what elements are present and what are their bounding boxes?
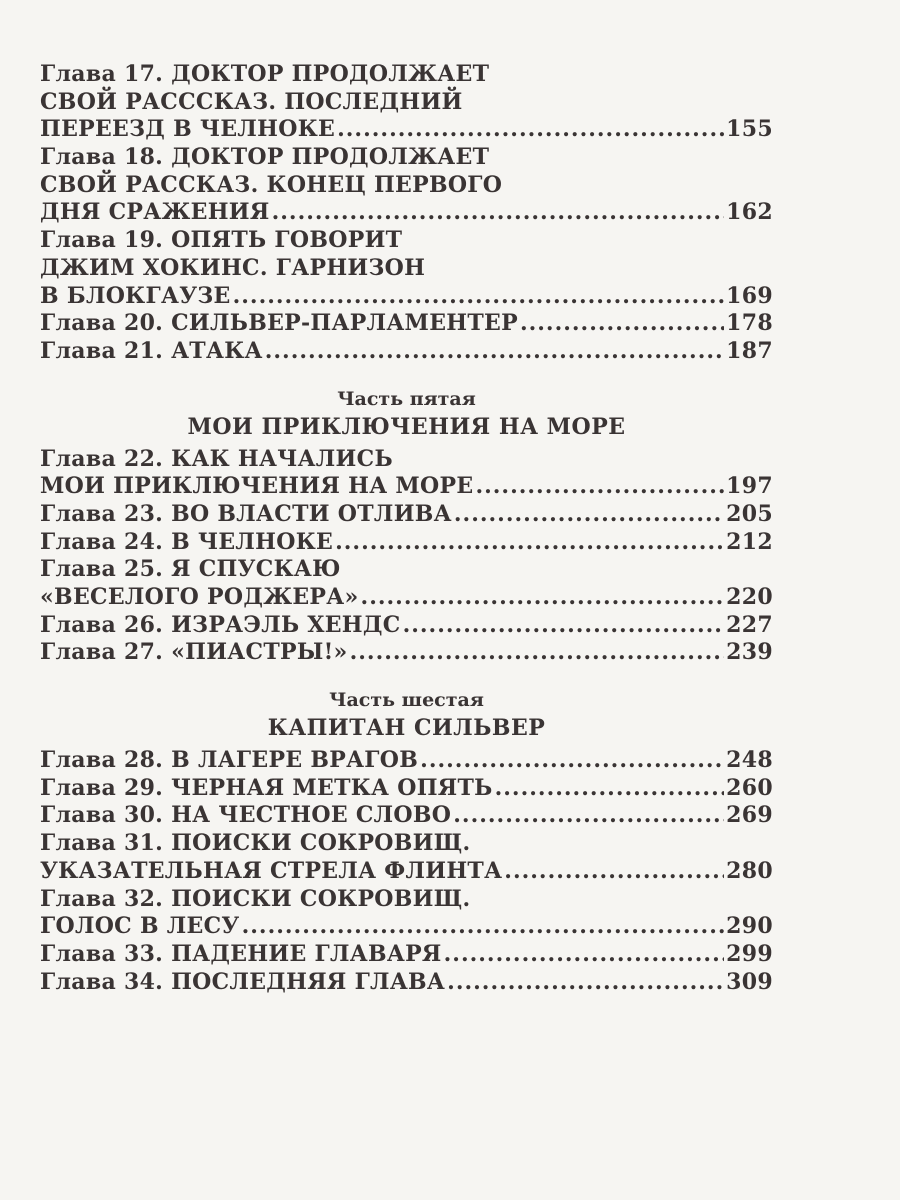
page-number: 162 <box>726 199 773 226</box>
dot-leader <box>447 969 724 997</box>
toc-entry <box>40 639 773 667</box>
dot-leader <box>444 941 725 969</box>
dot-leader <box>233 283 725 311</box>
toc-entry <box>40 338 773 366</box>
chapter-title-text: Глава 24. В ЧЕЛНОКЕ <box>40 528 334 555</box>
toc-entry-line <box>40 255 773 283</box>
chapter-title-text: Глава 28. В ЛАГЕРЕ ВРАГОВ <box>40 747 419 774</box>
chapter-title-text: Глава 30. НА ЧЕСТНОЕ СЛОВО <box>40 802 452 829</box>
chapter-title-text: «ВЕСЕЛОГО РОДЖЕРА» <box>40 584 359 610</box>
table-of-contents <box>40 61 773 996</box>
toc-entry-line <box>40 473 773 501</box>
toc-entry <box>40 446 773 501</box>
page-number: 239 <box>726 639 773 666</box>
dot-leader <box>403 612 725 640</box>
chapter-title-text: В БЛОКГАУЗЕ <box>40 282 231 309</box>
chapter-title-text: Глава 23. ВО ВЛАСТИ ОТЛИВА <box>40 500 452 527</box>
part-title: Часть шестая <box>329 689 484 712</box>
page-number: 212 <box>726 528 773 555</box>
part-heading: МОИ ПРИКЛЮЧЕНИЯ НА МОРЕ <box>187 413 626 440</box>
dot-leader <box>520 310 724 338</box>
toc-entry-line <box>40 172 773 200</box>
toc-entry <box>40 227 773 310</box>
dot-leader <box>335 529 724 557</box>
chapter-title-text: Глава 27. «ПИАСТРЫ!» <box>40 639 348 666</box>
toc-entry <box>40 556 773 611</box>
page-number: 227 <box>726 611 773 638</box>
toc-entry-line <box>40 89 773 117</box>
part-heading: КАПИТАН СИЛЬВЕР <box>267 715 546 742</box>
chapter-title-text: Глава 25. Я СПУСКАЮ <box>40 556 341 583</box>
toc-entry <box>40 775 773 803</box>
page-number: 269 <box>726 802 773 829</box>
toc-entry-line <box>40 227 773 255</box>
toc-entry-line <box>40 612 773 640</box>
part-title: Часть пятая <box>337 387 476 410</box>
toc-entry-line <box>40 913 773 941</box>
chapter-title-text: Глава 34. ПОСЛЕДНЯЯ ГЛАВА <box>40 968 446 995</box>
toc-section <box>40 61 773 366</box>
toc-entry-line <box>40 283 773 311</box>
toc-entry-line <box>40 830 773 858</box>
toc-section <box>40 687 773 996</box>
chapter-title-text: ГОЛОС В ЛЕСУ <box>40 913 240 940</box>
page-number: 299 <box>726 940 773 967</box>
page-number: 169 <box>726 282 773 309</box>
toc-entry-line <box>40 941 773 969</box>
chapter-title-text: Глава 29. ЧЕРНАЯ МЕТКА ОПЯТЬ <box>40 774 493 801</box>
toc-entry <box>40 747 773 775</box>
toc-entry-line <box>40 529 773 557</box>
toc-entry <box>40 529 773 557</box>
dot-leader <box>453 802 724 830</box>
dot-leader <box>265 338 724 366</box>
toc-entry-line <box>40 639 773 667</box>
chapter-title-text: Глава 20. СИЛЬВЕР-ПАРЛАМЕНТЕР <box>40 310 518 337</box>
dot-leader <box>475 473 724 501</box>
toc-entry-line <box>40 116 773 144</box>
chapter-title-text: ПЕРЕЕЗД В ЧЕЛНОКЕ <box>40 116 336 143</box>
toc-entry-line <box>40 747 773 775</box>
toc-entry <box>40 144 773 227</box>
toc-section <box>40 386 773 668</box>
dot-leader <box>272 199 725 227</box>
toc-entry-line <box>40 446 773 474</box>
toc-entry-line <box>40 886 773 914</box>
toc-entry-line <box>40 338 773 366</box>
chapter-title-text: МОИ ПРИКЛЮЧЕНИЯ НА МОРЕ <box>40 473 474 500</box>
toc-entry-line <box>40 858 773 886</box>
page-number: 260 <box>726 774 773 801</box>
toc-entry <box>40 886 773 941</box>
toc-entry <box>40 310 773 338</box>
page-number: 248 <box>726 747 773 774</box>
toc-entry <box>40 969 773 997</box>
chapter-title-text: СВОЙ РАССCКАЗ. ПОСЛЕДНИЙ <box>40 88 463 115</box>
toc-entry-line <box>40 144 773 172</box>
page-number: 290 <box>726 913 773 940</box>
page-number: 220 <box>726 584 773 610</box>
chapter-title-text: Глава 22. КАК НАЧАЛИСЬ <box>40 445 393 472</box>
dot-leader <box>504 858 724 886</box>
toc-entry <box>40 501 773 529</box>
page-number: 205 <box>726 500 773 527</box>
chapter-title-text: УКАЗАТЕЛЬНАЯ СТРЕЛА ФЛИНТА <box>40 857 503 884</box>
toc-entry-line <box>40 310 773 338</box>
dot-leader <box>242 913 725 941</box>
page-number: 280 <box>726 857 773 884</box>
chapter-title-text: Глава 26. ИЗРАЭЛЬ ХЕНДС <box>40 611 401 638</box>
chapter-title-text: Глава 33. ПАДЕНИЕ ГЛАВАРЯ <box>40 940 442 967</box>
page-number: 187 <box>726 337 773 364</box>
toc-entry-line <box>40 501 773 529</box>
toc-entry-line <box>40 802 773 830</box>
toc-entry-line <box>40 199 773 227</box>
page-number: 178 <box>726 310 773 337</box>
dot-leader <box>337 116 724 144</box>
dot-leader <box>420 747 724 775</box>
chapter-title-text: Глава 31. ПОИСКИ СОКРОВИЩ. <box>40 830 471 857</box>
toc-entry-line <box>40 556 773 584</box>
dot-leader <box>350 639 725 667</box>
chapter-title-text: Глава 17. ДОКТОР ПРОДОЛЖАЕТ <box>40 61 490 87</box>
toc-entry-line <box>40 584 773 612</box>
toc-entry <box>40 61 773 144</box>
chapter-title-text: Глава 21. АТАКА <box>40 337 263 364</box>
toc-entry-line <box>40 61 773 89</box>
page-number: 197 <box>726 473 773 500</box>
dot-leader <box>361 584 725 612</box>
page-number: 155 <box>726 116 773 143</box>
toc-entry-line <box>40 969 773 997</box>
dot-leader <box>495 775 725 803</box>
toc-entry <box>40 612 773 640</box>
dot-leader <box>454 501 724 529</box>
toc-entry-line <box>40 775 773 803</box>
toc-entry <box>40 941 773 969</box>
toc-entry <box>40 830 773 885</box>
chapter-title-text: Глава 32. ПОИСКИ СОКРОВИЩ. <box>40 885 471 912</box>
chapter-title-text: СВОЙ РАССКАЗ. КОНЕЦ ПЕРВОГО <box>40 171 503 198</box>
page-number: 309 <box>726 968 773 995</box>
chapter-title-text: Глава 19. ОПЯТЬ ГОВОРИТ <box>40 227 403 254</box>
chapter-title-text: ДНЯ СРАЖЕНИЯ <box>40 199 270 226</box>
chapter-title-text: ДЖИМ ХОКИНС. ГАРНИЗОН <box>40 254 426 281</box>
toc-entry <box>40 802 773 830</box>
chapter-title-text: Глава 18. ДОКТОР ПРОДОЛЖАЕТ <box>40 144 490 171</box>
